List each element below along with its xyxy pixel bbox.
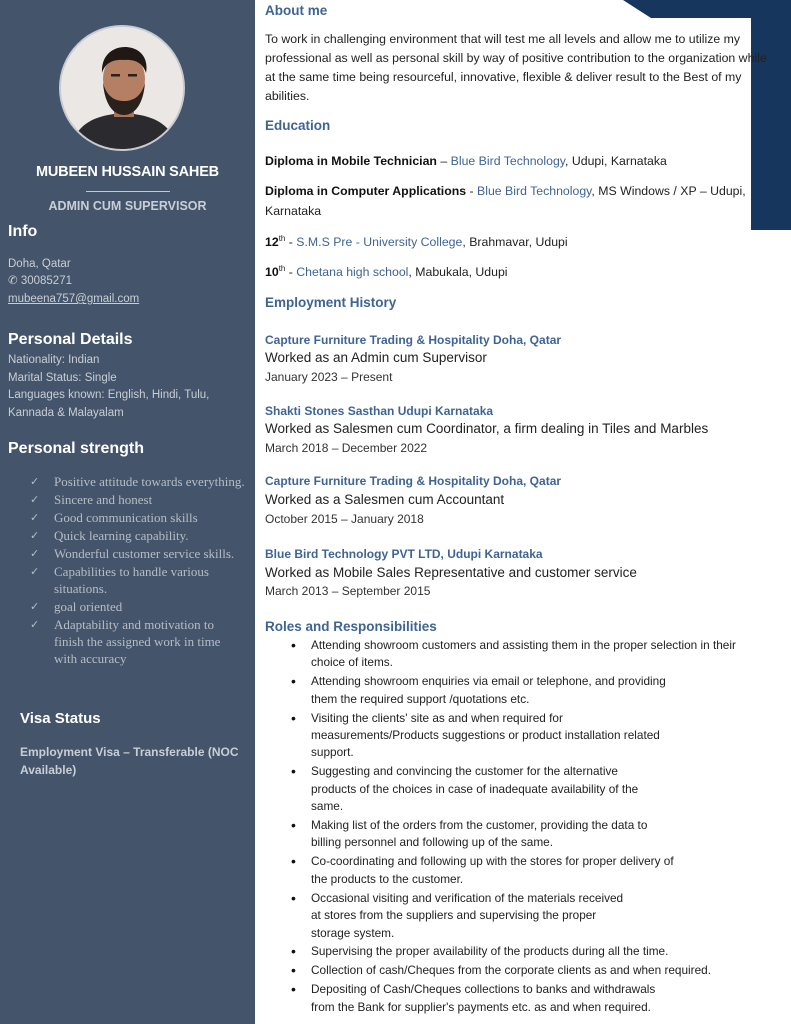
list-item: • Co-coordinating and following up with the stores for proper delivery of the products to the customer. xyxy=(291,853,791,888)
personal-details-heading: Personal Details xyxy=(8,331,133,348)
about-text: To work in challenging environment that will test me all levels and allow me to utilize my professional as well as personal skill by way of positive contribution to the organization while at the same time being resourceful, innovative, flexible & deliver result to the Best of my abilities. xyxy=(265,32,767,103)
personal-details xyxy=(8,352,248,422)
roles-list xyxy=(291,637,791,1018)
visa-status-text: Employment Visa – Transferable (NOC Available) xyxy=(20,745,239,777)
job-role: Worked as Mobile Sales Representative and customer service xyxy=(265,565,637,580)
education-heading: Education xyxy=(265,118,331,133)
education-item: 12th - S.M.S Pre - University College, Brahmavar, Udupi xyxy=(265,233,568,249)
sidebar xyxy=(0,0,255,1024)
list-item: • Supervising the proper availability of the products during all the time. xyxy=(291,943,791,960)
candidate-role: ADMIN CUM SUPERVISOR xyxy=(48,199,207,213)
info-heading: Info xyxy=(8,223,38,240)
list-item: ✓ Sincere and honest xyxy=(30,492,153,507)
strengths-list xyxy=(30,473,245,668)
job-company: Blue Bird Technology PVT LTD, Udupi Karnataka xyxy=(265,547,543,561)
list-item: • Depositing of Cash/Cheques collections to banks and withdrawals from the Bank for supplier's payments etc. as and when required. xyxy=(291,981,791,1016)
education-item: Diploma in Computer Applications - Blue Bird Technology, MS Windows / XP – Udupi, Karnataka xyxy=(265,184,746,218)
list-item: ✓ goal oriented xyxy=(30,599,123,614)
about-heading: About me xyxy=(265,3,328,18)
job-company: Capture Furniture Trading & Hospitality Doha, Qatar xyxy=(265,333,562,347)
languages-text: Languages known: English, Hindi, Tulu, Kannada & Malayalam xyxy=(8,389,210,419)
marital-status-text: Marital Status: Single xyxy=(8,371,117,384)
list-item: • Suggesting and convincing the customer for the alternative products of the choices in case of inadequate availability of the same. xyxy=(291,763,791,815)
check-icon: ✓ xyxy=(30,475,40,488)
email-link[interactable]: mubeena757@gmail.com xyxy=(8,293,140,305)
list-item: ✓ Adaptability and motivation to finish the assigned work in time with accuracy xyxy=(30,617,221,666)
location-text: Doha, Qatar xyxy=(8,258,71,270)
roles-heading: Roles and Responsibilities xyxy=(265,619,437,634)
job-company: Capture Furniture Trading & Hospitality Doha, Qatar xyxy=(265,474,562,488)
nationality-text: Nationality: Indian xyxy=(8,354,100,366)
check-icon: ✓ xyxy=(30,618,40,631)
job-company: Shakti Stones Sasthan Udupi Karnataka xyxy=(265,404,494,418)
phone-text: ✆ 30085271 xyxy=(8,275,72,287)
list-item: • Occasional visiting and verification of the materials received at stores from the suppliers and supervising the proper storage system. xyxy=(291,890,791,942)
person-portrait xyxy=(61,27,185,151)
check-icon: ✓ xyxy=(30,547,40,560)
list-item: ✓ Quick learning capability. xyxy=(30,528,189,543)
list-item: ✓ Good communication skills xyxy=(30,510,198,525)
education-item: 10th - Chetana high school, Mabukala, Udupi xyxy=(265,263,508,279)
list-item: • Making list of the orders from the customer, providing the data to billing personnel and following up of the same. xyxy=(291,817,791,852)
list-item: ✓ Capabilities to handle various situations. xyxy=(30,564,209,596)
job-dates: March 2013 – September 2015 xyxy=(265,584,431,598)
job-dates: January 2023 – Present xyxy=(265,370,393,384)
check-icon: ✓ xyxy=(30,511,40,524)
check-icon: ✓ xyxy=(30,529,40,542)
job-role: Worked as a Salesmen cum Accountant xyxy=(265,492,505,507)
candidate-name: MUBEEN HUSSAIN SAHEB xyxy=(36,164,219,180)
list-item: • Attending showroom customers and assisting them in the proper selection in their choice of items. xyxy=(291,637,791,672)
education-item: Diploma in Mobile Technician – Blue Bird Technology, Udupi, Karnataka xyxy=(265,154,667,168)
visa-status-heading: Visa Status xyxy=(20,710,101,727)
list-item: ✓ Wonderful customer service skills. xyxy=(30,546,235,561)
job-role: Worked as an Admin cum Supervisor xyxy=(265,350,487,365)
profile-photo xyxy=(59,25,185,151)
check-icon: ✓ xyxy=(30,493,40,506)
list-item: • Visiting the clients' site as and when required for measurements/Products suggestions or product installation related support. xyxy=(291,710,791,762)
employment-heading: Employment History xyxy=(265,295,397,310)
job-dates: March 2018 – December 2022 xyxy=(265,441,428,455)
check-icon: ✓ xyxy=(30,600,40,613)
list-item: ✓ Positive attitude towards everything. xyxy=(30,474,245,489)
personal-strength-heading: Personal strength xyxy=(8,440,145,457)
job-dates: October 2015 – January 2018 xyxy=(265,512,424,526)
list-item: • Attending showroom enquiries via email or telephone, and providing them the required support /quotations etc. xyxy=(291,673,791,708)
job-role: Worked as Salesmen cum Coordinator, a firm dealing in Tiles and Marbles xyxy=(265,421,709,436)
list-item: • Collection of cash/Cheques from the corporate clients as and when required. xyxy=(291,962,791,979)
check-icon: ✓ xyxy=(30,565,40,578)
name-divider xyxy=(86,191,170,192)
